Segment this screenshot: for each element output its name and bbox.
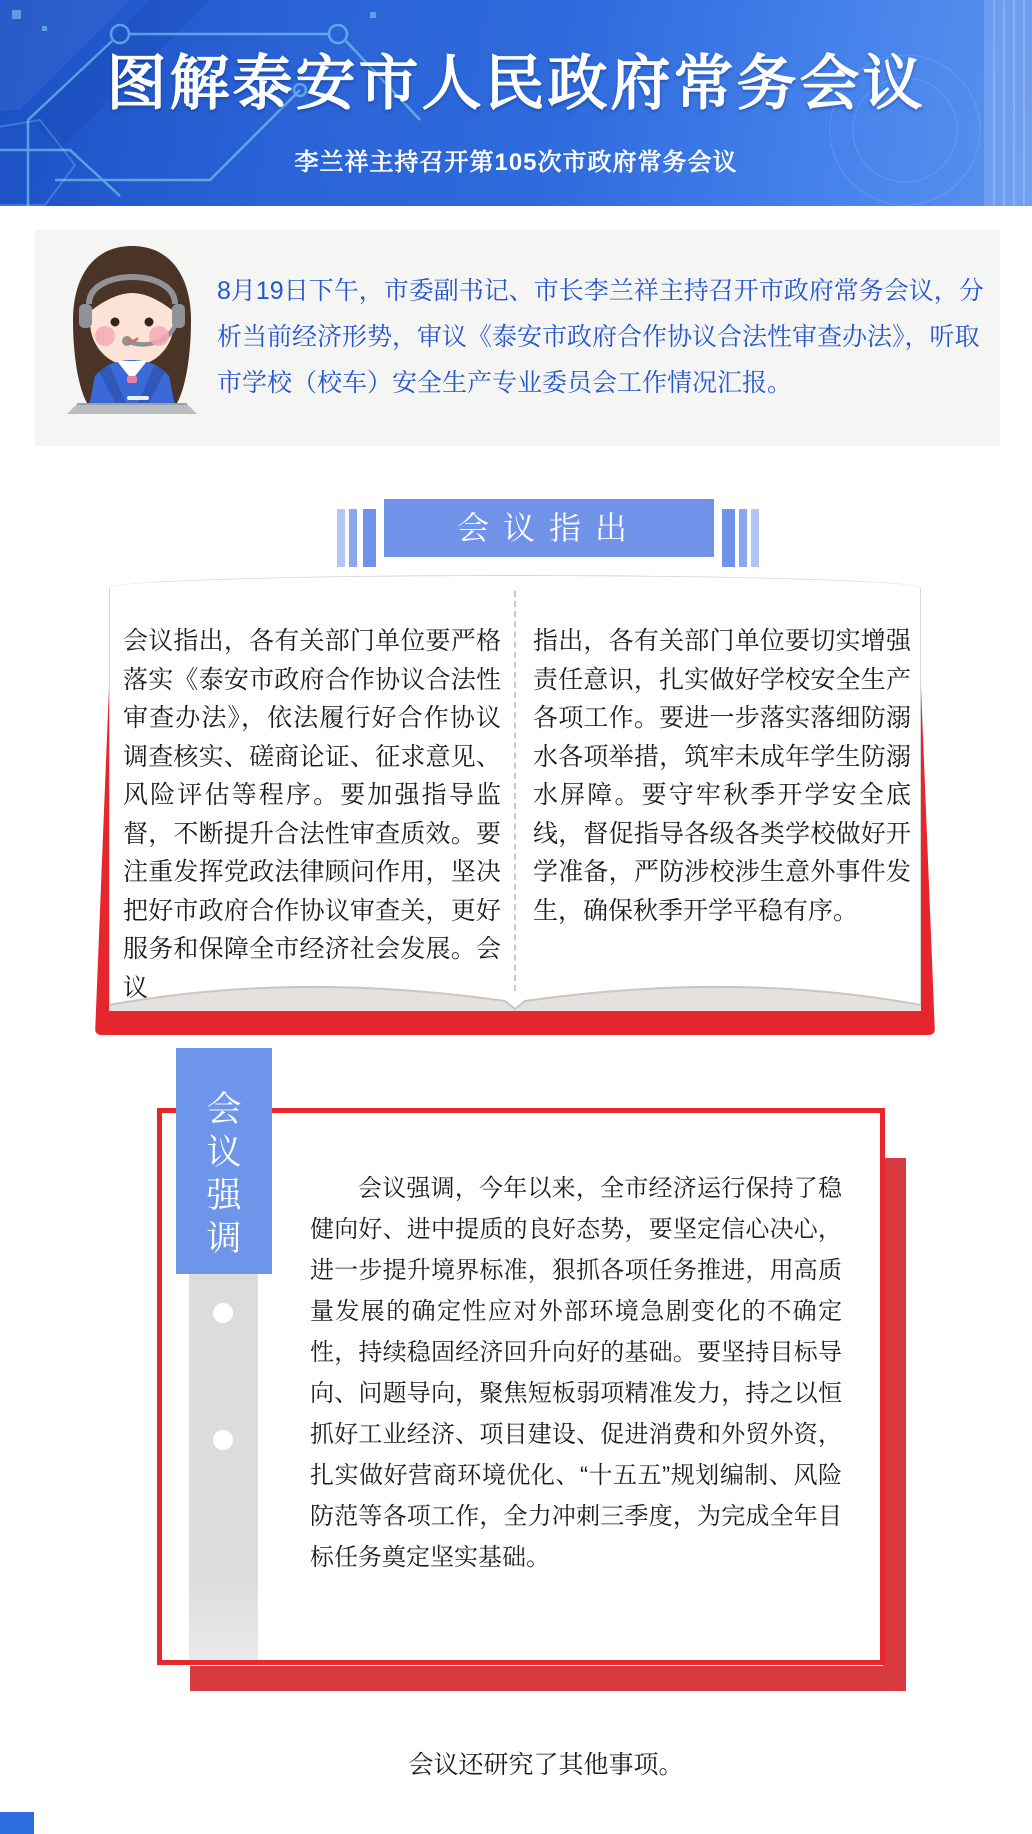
stressed-box-shadow-bottom [190,1666,906,1691]
bottom-corner-mark [0,1812,34,1834]
customer-service-woman-avatar-icon [47,238,217,414]
ribbon-dot [213,1303,233,1323]
tab-char: 议 [206,1133,242,1172]
page-title: 图解泰安市人民政府常务会议 [106,50,926,117]
ribbon-bar-left-medium [349,509,357,567]
book-center-divider [514,591,516,991]
footer-note: 会议还研究了其他事项。 [408,1751,684,1779]
open-book-graphic [95,575,935,1035]
tab-char: 强 [206,1176,242,1215]
stressed-paragraph: 会议强调，今年以来，全市经济运行保持了稳健向好、进中提质的良好态势，要坚定信心决心，进一步提升境界标准，狠抓各项任务推进，用高质量发展的确定性应对外部环境急剧变化的不确定性，持续稳固经济回升向好的基础。要坚持目标导向、问题导向，聚焦短板弱项精准发力，持之以恒抓好工业经济、项目建设、促进消费和外贸外资，扎实做好营商环境优化、“十五五”规划编制、风险防范等各项工作，全力冲刺三季度，为完成全年目标任务奠定坚实基础。 [310,1175,842,1571]
page-subtitle: 李兰祥主持召开第105次市政府常务会议 [294,149,738,176]
section-title-pointed: 会议指出 [384,499,714,557]
intro-paragraph: 8月19日下午，市委副书记、市长李兰祥主持召开市政府常务会议，分析当前经济形势，审议《泰安市政府合作协议合法性审查办法》，听取市学校（校车）安全生产专业委员会工作情况汇报。 [217,277,984,397]
ribbon-bar-right-dark [722,509,735,567]
ribbon-bar-right-light [751,509,759,567]
tab-char: 调 [206,1219,242,1258]
ribbon-dot [213,1430,233,1450]
pointed-left-page-text: 会议指出，各有关部门单位要严格落实《泰安市政府合作协议合法性审查办法》，依法履行好合作协议调查核实、磋商论证、征求意见、风险评估等程序。要加强指导监督，不断提升合法性审查质效。要注重发挥党政法律顾问作用，坚决把好市政府合作协议审查关，更好服务和保障全市经济社会发展。会议 [123,627,501,1002]
ribbon-bar-right-medium [739,509,747,567]
stressed-box-shadow-right [883,1158,906,1668]
intro-box [35,230,1000,446]
bookmark-ribbon-strip [189,1272,258,1660]
ribbon-bar-left-light [337,509,345,567]
section-title-stressed [176,1048,272,1274]
tab-char: 会 [206,1090,242,1129]
pointed-right-page-text: 指出，各有关部门单位要切实增强责任意识，扎实做好学校安全生产各项工作。要进一步落实落细防溺水各项举措，筑牢未成年学生防溺水屏障。要守牢秋季开学安全底线，督促指导各级各类学校做好开学准备，严防涉校涉生意外事件发生，确保秋季开学平稳有序。 [533,627,911,925]
header-banner [0,0,1032,206]
ribbon-bar-left-dark [363,509,376,567]
